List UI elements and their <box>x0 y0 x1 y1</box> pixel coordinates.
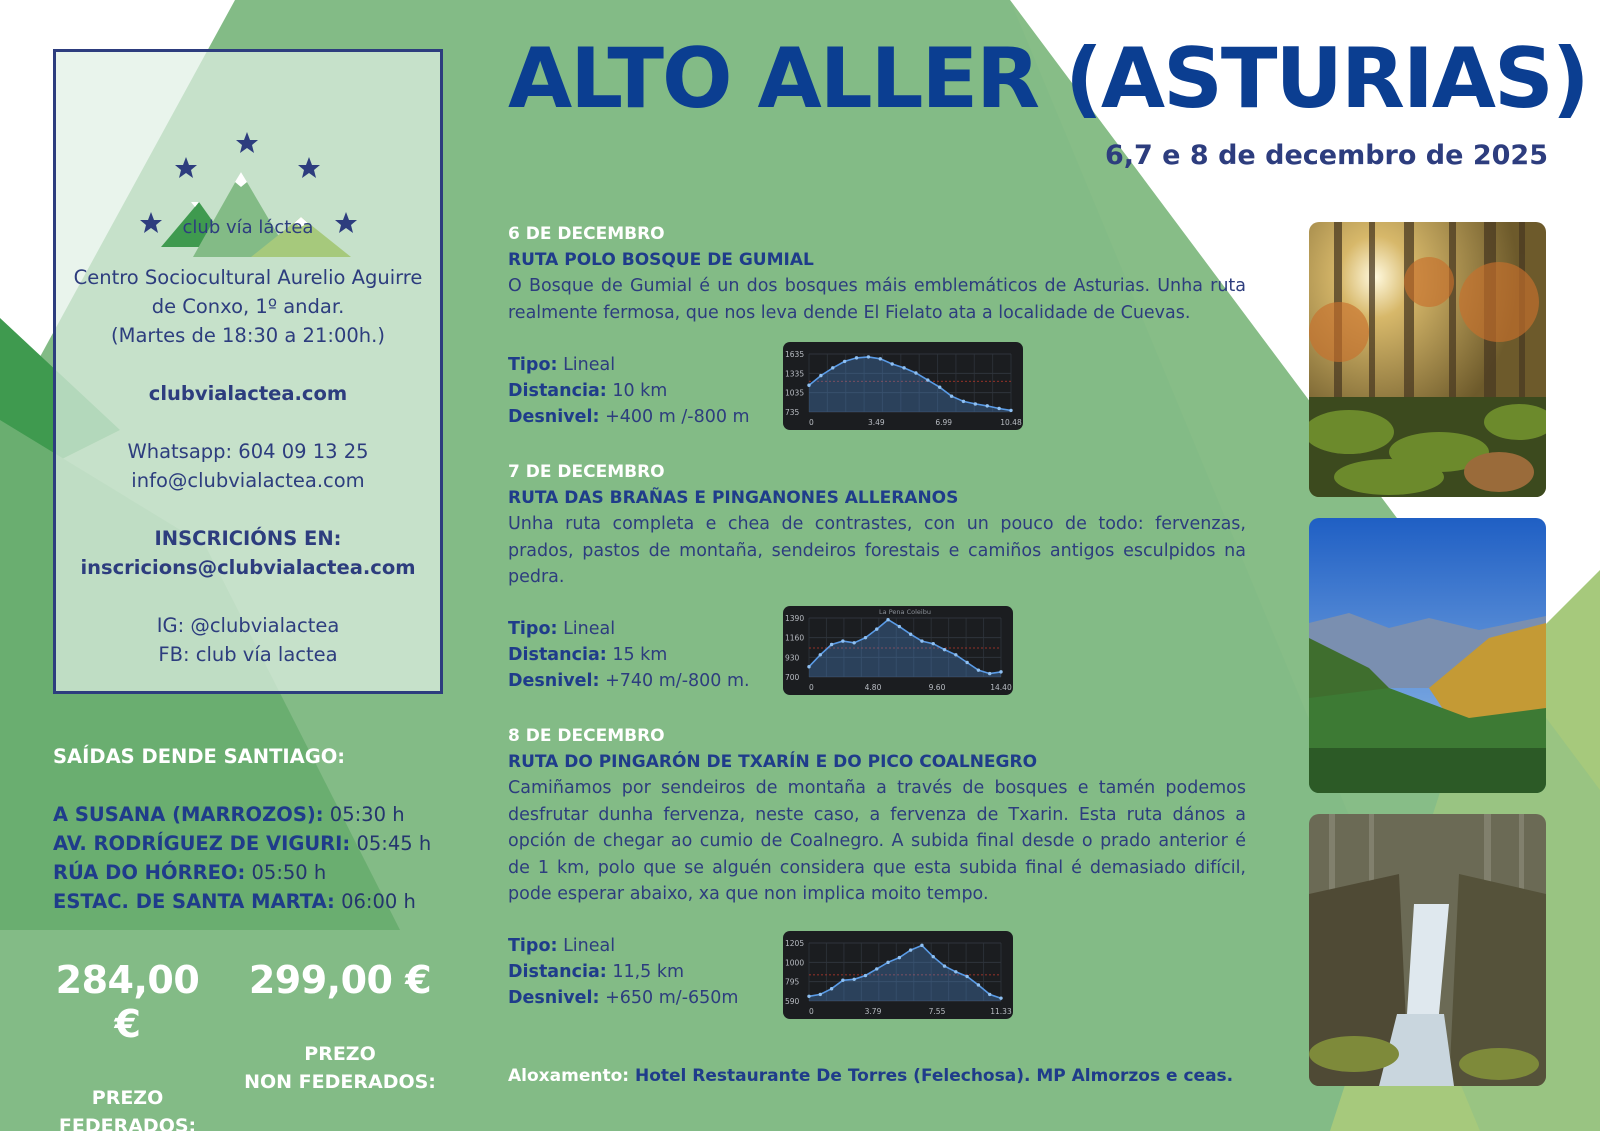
valley-photo <box>1309 518 1546 793</box>
profile-point <box>965 661 968 664</box>
address-line-1: Centro Sociocultural Aurelio Aguirre <box>73 266 423 289</box>
profile-point <box>954 653 957 656</box>
profile-point <box>890 362 893 365</box>
profile-point <box>965 975 968 978</box>
profile-point <box>926 378 929 381</box>
y-tick-label: 795 <box>785 977 800 987</box>
profile-point <box>898 956 901 959</box>
route-facts: Tipo: Lineal Distancia: 11,5 km Desnivel: +650 m/-650m <box>508 936 739 1008</box>
price-federated <box>40 958 215 1131</box>
profile-point <box>988 993 991 996</box>
profile-point <box>855 356 858 359</box>
profile-point <box>831 366 834 369</box>
x-tick-label: 3.79 <box>864 1007 882 1016</box>
profile-point <box>920 639 923 642</box>
x-tick-label: 9.60 <box>928 683 946 692</box>
forest-photo <box>1309 222 1546 497</box>
route-description: Camiñamos por sendeiros de montaña a través de bosques e tamén podemos desfrutar dunha fervenza, neste caso, a fervenza de Txarin. Esta ruta dános a opción de chegar ao cumio de Coalnegro. A subida final desde o prado anterior é de 1 km, polo que se alguén considera que esta subida final é demasiado difícil, pode esperar abaixo, xa que non implica moito tempo. <box>508 778 1246 904</box>
price-amount: 299,00 € <box>248 958 432 1002</box>
x-tick-label: 0 <box>809 1007 814 1016</box>
elevation-profile-chart <box>783 931 1013 1019</box>
profile-point <box>841 639 844 642</box>
elevation-profile-1 <box>783 342 1023 430</box>
y-tick-label: 1205 <box>785 939 805 948</box>
profile-point <box>943 648 946 651</box>
lodging-label: Aloxamento: <box>508 1066 630 1086</box>
profile-point <box>977 668 980 671</box>
profile-point <box>909 633 912 636</box>
route-facts: Tipo: Lineal Distancia: 10 km Desnivel: +400 m /-800 m <box>508 355 750 427</box>
profile-point <box>898 625 901 628</box>
price-label: PREZO FEDERADOS: <box>58 1087 197 1131</box>
profile-point <box>841 979 844 982</box>
profile-point <box>999 996 1002 999</box>
x-tick-label: 6.99 <box>935 418 953 427</box>
registration-email[interactable]: inscricions@clubvialactea.com <box>80 556 416 579</box>
club-logo-text: club vía láctea <box>182 217 314 238</box>
profile-point <box>875 627 878 630</box>
x-tick-label: 7.55 <box>928 1007 946 1016</box>
whatsapp-contact[interactable]: Whatsapp: 604 09 13 25 <box>127 440 369 463</box>
profile-point <box>879 357 882 360</box>
profile-point <box>974 402 977 405</box>
y-tick-label: 1035 <box>785 388 805 398</box>
profile-point <box>807 995 810 998</box>
profile-point <box>999 670 1002 673</box>
profile-point <box>902 366 905 369</box>
event-dates: 6,7 e 8 de decembro de 2025 <box>1104 140 1548 171</box>
profile-point <box>875 967 878 970</box>
address-line-2: de Conxo, 1º andar. <box>151 295 345 318</box>
y-tick-label: 735 <box>785 408 800 417</box>
profile-point <box>909 948 912 951</box>
departure-item: AV. RODRÍGUEZ DE VIGURI: 05:45 h <box>53 832 432 855</box>
registration-label: INSCRICIÓNS EN: <box>154 527 342 550</box>
profile-point <box>807 665 810 668</box>
profile-point <box>1009 409 1012 412</box>
profile-area <box>809 620 1001 677</box>
club-info-box <box>53 49 443 694</box>
profile-point <box>920 944 923 947</box>
profile-point <box>819 993 822 996</box>
profile-point <box>886 961 889 964</box>
profile-caption: La Pena Coleibu <box>879 608 931 616</box>
profile-point <box>943 964 946 967</box>
y-tick-label: 930 <box>785 653 800 663</box>
x-tick-label: 14.40 <box>990 683 1012 692</box>
page-title: ALTO ALLER (ASTURIAS) <box>508 30 1588 127</box>
profile-point <box>843 360 846 363</box>
route-day: 6 DE DECEMBRO <box>508 224 665 244</box>
elevation-profile-chart <box>783 342 1023 430</box>
y-tick-label: 1000 <box>785 958 805 968</box>
route-day: 7 DE DECEMBRO <box>508 462 665 482</box>
x-tick-label: 11.33 <box>990 1007 1012 1016</box>
lodging-info <box>508 1066 1233 1086</box>
y-tick-label: 590 <box>785 997 800 1006</box>
route-name: RUTA POLO BOSQUE DE GUMIAL <box>508 250 814 270</box>
departures-section <box>53 742 453 916</box>
profile-point <box>886 618 889 621</box>
y-tick-label: 1635 <box>785 350 805 359</box>
route-day: 8 DE DECEMBRO <box>508 726 665 746</box>
elevation-profile-2 <box>783 606 1013 695</box>
route-description: Unha ruta completa e chea de contrastes, con un pouco de todo: fervenzas, prados, pastos de montaña, sendeiros forestais e camiños antigos esculpidos na pedra. <box>508 514 1246 587</box>
elevation-profile-3 <box>783 931 1013 1019</box>
instagram-handle[interactable]: IG: @clubvialactea <box>156 614 340 637</box>
website-link[interactable]: clubvialactea.com <box>148 382 348 405</box>
y-tick-label: 1390 <box>785 614 805 623</box>
profile-point <box>997 407 1000 410</box>
profile-point <box>830 643 833 646</box>
x-tick-label: 0 <box>809 418 814 427</box>
route-name: RUTA DAS BRAÑAS E PINGANONES ALLERANOS <box>508 488 959 508</box>
profile-point <box>914 371 917 374</box>
profile-point <box>938 385 941 388</box>
waterfall-photo <box>1309 814 1546 1086</box>
departures-title: SAÍDAS DENDE SANTIAGO: <box>53 745 346 768</box>
route-name: RUTA DO PINGARÓN DE TXARÍN E DO PICO COALNEGRO <box>508 752 1038 772</box>
lodging-value: Hotel Restaurante De Torres (Felechosa). MP Almorzos e ceas. <box>634 1066 1234 1086</box>
y-tick-label: 1335 <box>785 369 805 379</box>
profile-point <box>819 653 822 656</box>
club-logo <box>131 77 371 267</box>
profile-point <box>819 374 822 377</box>
x-tick-label: 0 <box>809 683 814 692</box>
price-amount: 284,00 € <box>55 958 200 1046</box>
price-non-federated <box>240 958 440 1096</box>
profile-point <box>962 400 965 403</box>
profile-point <box>977 983 980 986</box>
opening-hours: (Martes de 18:30 a 21:00h.) <box>111 324 385 347</box>
profile-point <box>830 987 833 990</box>
profile-point <box>932 955 935 958</box>
departure-item: RÚA DO HÓRREO: 05:50 h <box>53 861 327 884</box>
profile-point <box>852 641 855 644</box>
profile-point <box>986 404 989 407</box>
y-tick-label: 700 <box>785 673 800 682</box>
profile-point <box>950 395 953 398</box>
elevation-profile-chart <box>783 606 1013 695</box>
profile-point <box>807 384 810 387</box>
profile-point <box>954 970 957 973</box>
x-tick-label: 10.48 <box>1000 418 1022 427</box>
facebook-handle[interactable]: FB: club vía lactea <box>158 643 338 666</box>
price-label: PREZO NON FEDERADOS: <box>244 1043 436 1093</box>
y-tick-label: 1160 <box>785 633 805 643</box>
profile-point <box>864 636 867 639</box>
departure-item: ESTAC. DE SANTA MARTA: 06:00 h <box>53 890 416 913</box>
profile-point <box>864 974 867 977</box>
departure-item: A SUSANA (MARROZOS): 05:30 h <box>53 803 405 826</box>
x-tick-label: 4.80 <box>864 683 882 692</box>
profile-point <box>867 355 870 358</box>
profile-point <box>988 672 991 675</box>
email-contact[interactable]: info@clubvialactea.com <box>131 469 365 492</box>
route-facts: Tipo: Lineal Distancia: 15 km Desnivel: +740 m/-800 m. <box>508 619 750 691</box>
profile-point <box>932 642 935 645</box>
x-tick-label: 3.49 <box>867 418 885 427</box>
profile-point <box>852 978 855 981</box>
route-description: O Bosque de Gumial é un dos bosques máis emblemáticos de Asturias. Unha ruta realmente fermosa, que nos leva dende El Fielato ata a localidade de Cuevas. <box>508 276 1246 323</box>
